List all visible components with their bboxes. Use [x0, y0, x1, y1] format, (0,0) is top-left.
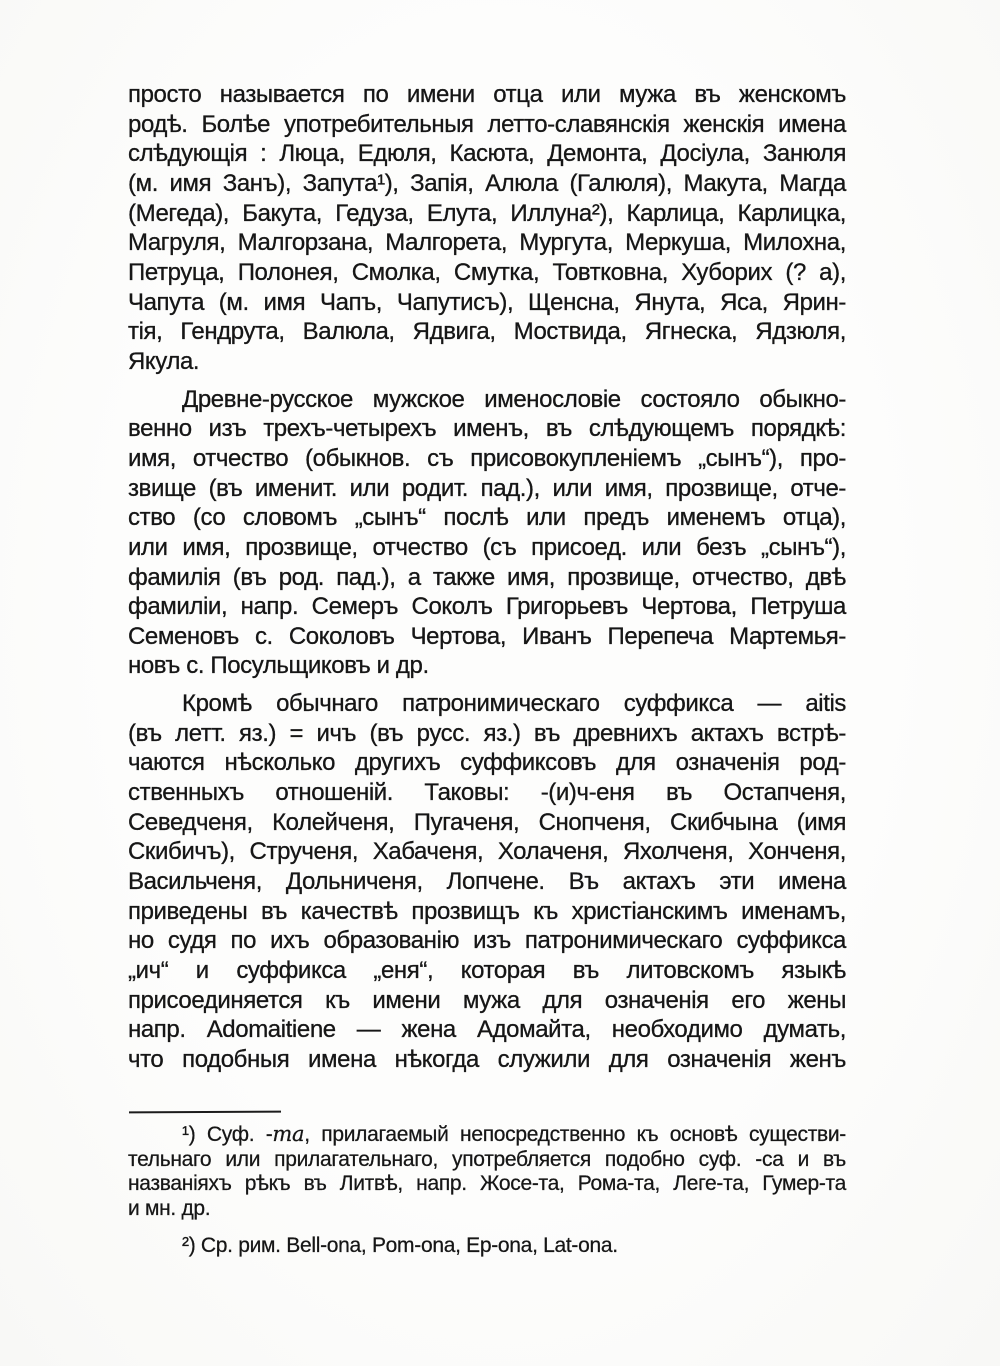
text-line: ство (со словомъ „сынъ“ послѣ или предъ именемъ отца),: [128, 504, 846, 532]
footnote-separator: [129, 1111, 281, 1114]
text-line: звище (въ именит. или родит. пад.), или имя, прозвище, отче-: [128, 474, 846, 502]
text-line: Чапута (м. имя Чапъ, Чапутисъ), Щенсна, Янута, Яса, Ярин-: [128, 288, 846, 316]
text-line: Петруца, Полонея, Смолка, Смутка, Товтковна, Хуборих (? а),: [128, 258, 846, 286]
text-line: или имя, прозвище, отчество (съ присоед. или безъ „сынъ“),: [128, 533, 846, 561]
text-line: и мн. др.: [128, 1197, 211, 1221]
text-line: Якула.: [128, 347, 200, 375]
text-line: Семеновъ с. Соколовъ Чертова, Иванъ Перепеча Мартемья-: [128, 622, 846, 650]
text-line: Магруля, Малгорзана, Малгорета, Мургута, Меркуша, Милохна,: [128, 229, 846, 257]
paragraph-patronymic-suffixes: [128, 689, 846, 1075]
text-run: ¹) Суф. -: [182, 1123, 273, 1146]
text-line: но судя по ихъ образованію изъ патронимическаго суффикса: [128, 927, 846, 955]
text-line: Васильченя, Дольниченя, Лопчене. Въ актахъ эти имена: [128, 868, 846, 896]
text-line: имя, отчество (обыкнов. съ присовокупленіемъ „сынъ“), про-: [128, 444, 846, 472]
text-line: слѣдующія : Люца, Едюля, Касюта, Демонта, Досіула, Занюля: [128, 140, 846, 168]
text-line: ственныхъ отношеній. Таковы: -(и)ч-еня въ Остапченя,: [128, 779, 846, 807]
text-line: фамилія (въ род. пад.), а также имя, прозвище, отчество, двѣ: [128, 563, 846, 591]
text-line: (Мегеда), Бакута, Гедуза, Елута, Иллуна²), Карлица, Карлицка,: [128, 199, 846, 227]
text-line: Кромѣ обычнаго патронимическаго суффикса — aitis: [182, 690, 846, 718]
text-line: тія, Гендрута, Валюла, Ядвига, Моствида, Ягнеска, Ядзюля,: [128, 318, 846, 346]
footnote-1: [128, 1122, 846, 1222]
paragraph-old-russian-naming: [128, 385, 846, 682]
text-line: венно изъ трехъ-четырехъ именъ, въ слѣдующемъ порядкѣ:: [128, 415, 846, 443]
text-line: приведены въ качествѣ прозвищъ къ христіанскимъ именамъ,: [128, 897, 846, 925]
text-line: (въ летт. яз.) = ичъ (въ русс. яз.) въ древнихъ актахъ встрѣ-: [128, 719, 846, 747]
text-line: „ич“ и суффикса „еня“, которая въ литовскомъ языкѣ: [128, 957, 846, 985]
text-line: Севедченя, Колейченя, Пугаченя, Снопченя, Скибчына (имя: [128, 808, 846, 836]
text-line: ²) Ср. рим. Bell-ona, Pom-ona, Ep-ona, Lat-ona.: [182, 1233, 618, 1257]
main-text: [128, 80, 846, 1075]
text-line: тельнаго или прилагательнаго, употребляется подобно суф. -са и въ: [128, 1147, 846, 1171]
italic-term: та: [272, 1122, 305, 1146]
text-line: чаются нѣсколько другихъ суффиксовъ для означенія род-: [128, 749, 846, 777]
paragraph-women-names: [128, 80, 846, 377]
text-line: Древне-русское мужское именословіе состояло обыкно-: [182, 385, 846, 413]
text-line: присоединяется къ имени мужа для означенія его жены: [128, 986, 846, 1014]
text-line: напр. Adomaitiene — жена Адомайта, необходимо думать,: [128, 1016, 846, 1044]
text-line: что подобныя имена нѣкогда служили для означенія женъ: [128, 1046, 846, 1073]
text-line: новъ с. Посульщиковъ и др.: [128, 652, 429, 680]
text-line: фамиліи, напр. Семеръ Соколъ Григорьевъ Чертова, Петруша: [128, 593, 846, 621]
footnote-2: [128, 1234, 846, 1259]
footnotes-section: [128, 1122, 846, 1259]
text-line: (м. имя Занъ), Запута¹), Запія, Алюла (Галюля), Макута, Магда: [128, 169, 846, 197]
text-line: [128, 1122, 846, 1148]
text-run: , прилагаемый непосредственно къ основѣ существи-: [304, 1123, 846, 1146]
text-line: родѣ. Болѣе употребительныя летто-славянскія женскія имена: [128, 110, 846, 138]
text-line: названіяхъ рѣкъ въ Литвѣ, напр. Жосе-та, Рома-та, Леге-та, Гумер-та: [128, 1172, 846, 1196]
text-line: просто называется по имени отца или мужа въ женскомъ: [128, 81, 846, 108]
text-line: Скибичъ), Струченя, Хабаченя, Холаченя, Яхолченя, Хонченя,: [128, 838, 846, 866]
